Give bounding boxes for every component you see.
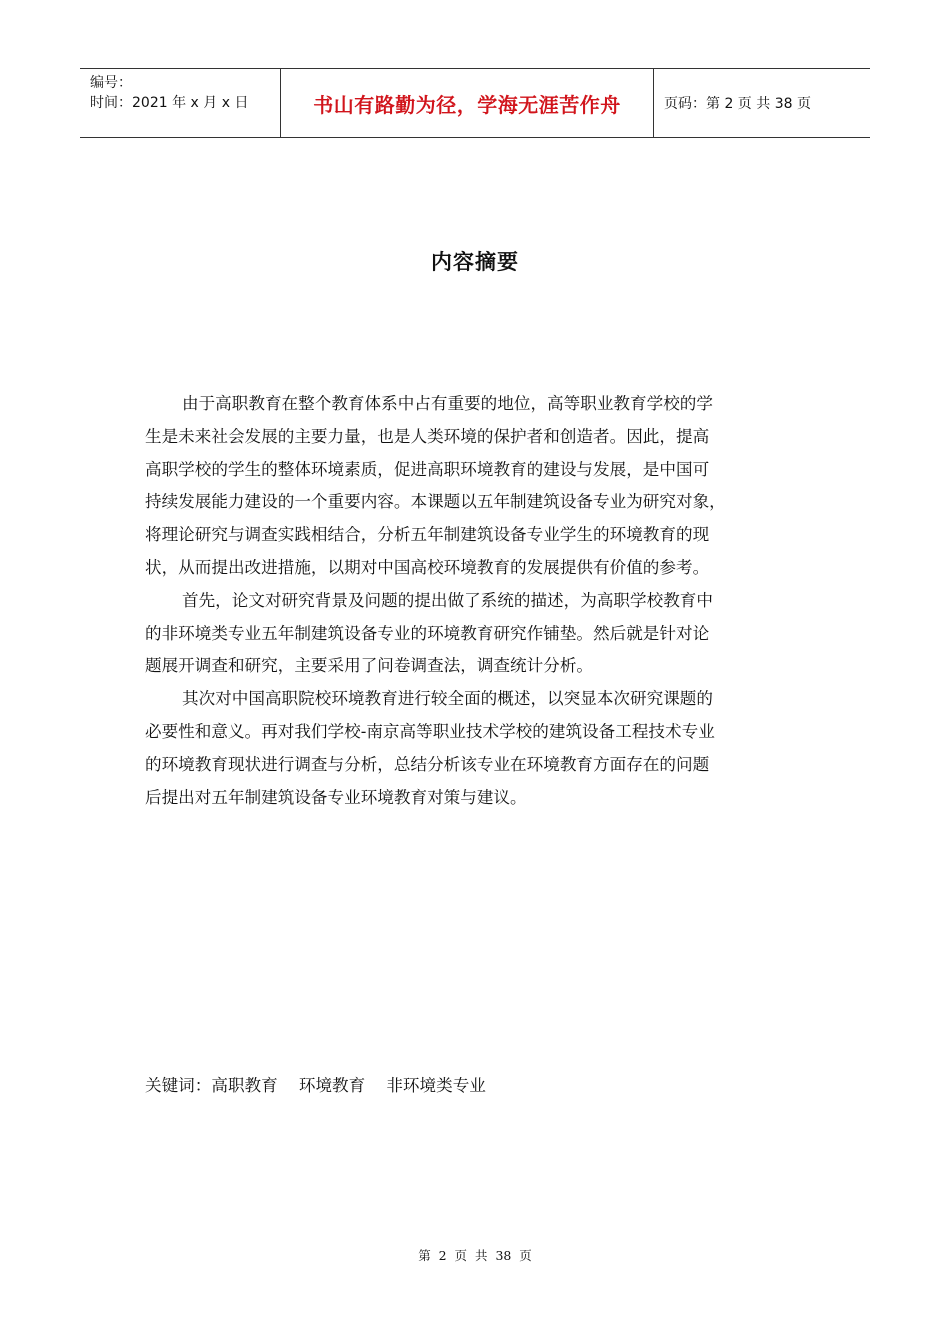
- text-line: 将理论研究与调查实践相结合，分析五年制建筑设备专业学生的环境教育的现: [145, 525, 710, 545]
- document-title: 内容摘要: [431, 250, 519, 274]
- text-line: 由于高职教育在整个教育体系中占有重要的地位，高等职业教育学校的学: [182, 394, 713, 413]
- paragraph: [145, 683, 810, 814]
- text-line: 首先，论文对研究背景及问题的提出做了系统的描述，为高职学校教育中: [182, 590, 713, 610]
- document-number: 编号：: [90, 75, 132, 91]
- paragraph: [145, 388, 810, 585]
- header-page-info: 页码：第 2 页 共 38 页: [664, 96, 811, 112]
- text-line: 持续发展能力建设的一个重要内容。本课题以五年制建筑设备专业为研究对象，: [145, 492, 726, 512]
- text-line: 题展开调查和研究，主要采用了问卷调查法，调查统计分析。: [145, 656, 594, 676]
- text-line: 其次对中国高职院校环境教育进行较全面的概述，以突显本次研究课题的: [182, 689, 713, 709]
- header-motto: 书山有路勤为径，学海无涯苦作舟: [280, 69, 654, 137]
- text-line: 后提出对五年制建筑设备专业环境教育对策与建议。: [145, 787, 527, 807]
- paragraph: [145, 585, 810, 683]
- header-meta: [80, 69, 280, 137]
- abstract-body: [145, 388, 810, 814]
- keywords: 关键词：高职教育 环境教育 非环境类专业: [145, 1076, 486, 1095]
- document-time: 时间：2021 年 x 月 x 日: [90, 95, 249, 111]
- text-line: 的环境教育现状进行调查与分析，总结分析该专业在环境教育方面存在的问题: [145, 754, 710, 774]
- text-line: 的非环境类专业五年制建筑设备专业的环境教育研究作铺垫。然后就是针对论: [145, 623, 710, 643]
- page-header: [80, 68, 870, 138]
- text-line: 状，从而提出改进措施，以期对中国高校环境教育的发展提供有价值的参考。: [145, 557, 710, 577]
- text-line: 必要性和意义。再对我们学校-南京高等职业技术学校的建筑设备工程技术专业: [145, 721, 715, 741]
- page-footer: 第 2 页 共 38 页: [418, 1248, 532, 1263]
- text-line: 生是未来社会发展的主要力量，也是人类环境的保护者和创造者。因此，提高: [145, 426, 710, 446]
- text-line: 高职学校的学生的整体环境素质，促进高职环境教育的建设与发展，是中国可: [145, 459, 710, 479]
